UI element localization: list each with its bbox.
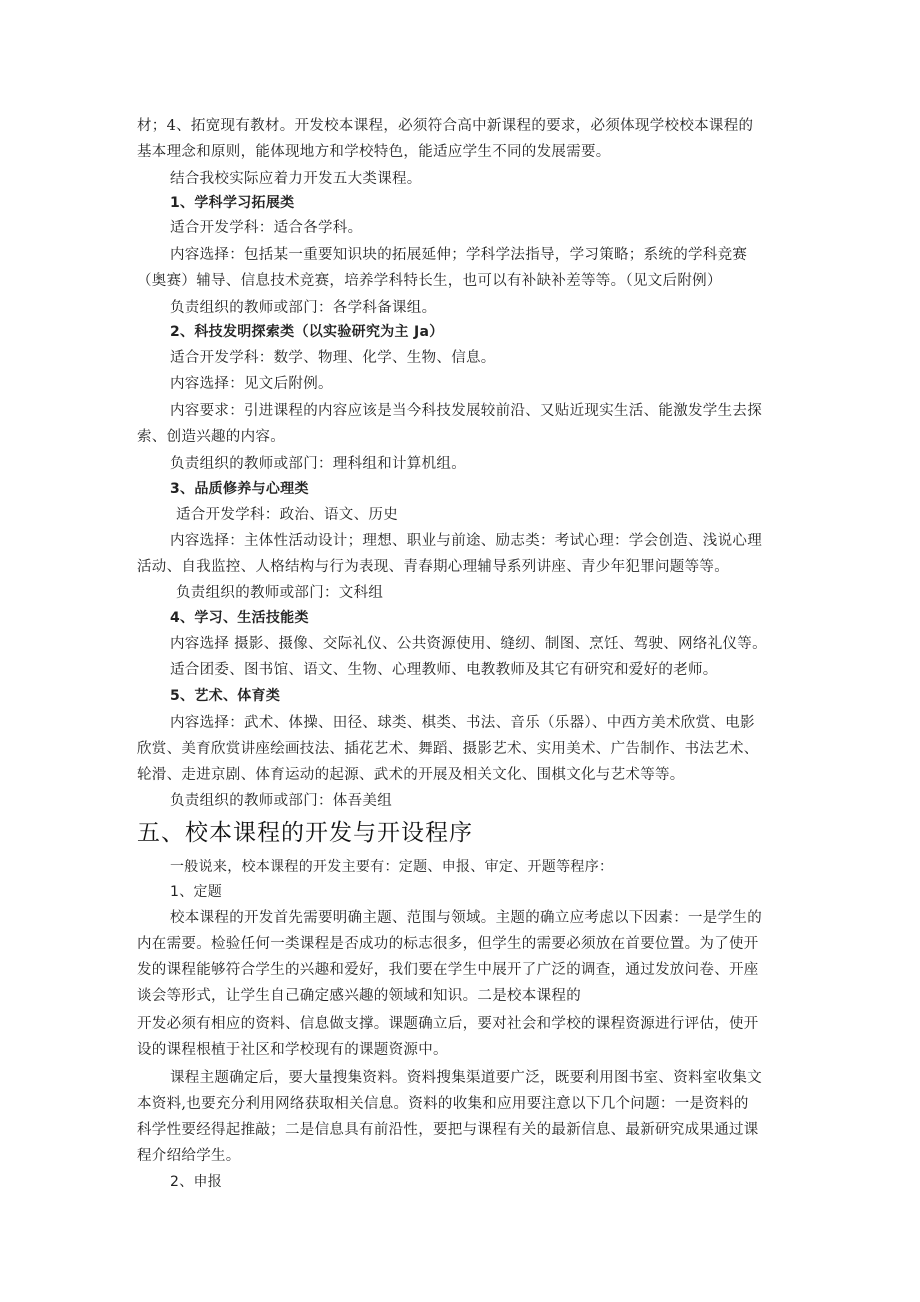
paragraph-line: 结合我校实际应着力开发五大类课程。: [170, 171, 422, 187]
paragraph-line: 设的课程根植于社区和学校现有的课题资源中。: [137, 1042, 448, 1058]
paragraph-line: 索、创造兴趣的内容。: [137, 429, 285, 445]
section-heading: 五、校本课程的开发与开设程序: [137, 820, 473, 846]
subheading: 5、艺术、体育类: [170, 688, 281, 704]
paragraph-line: 本资料,也要充分利用网络获取相关信息。资料的收集和应用要注意以下几个问题：一是资料的: [137, 1096, 749, 1112]
paragraph-line: 程介绍给学生。: [137, 1148, 241, 1164]
paragraph-line: 科学性要经得起推敲；二是信息具有前沿性，要把与课程有关的最新信息、最新研究成果通过课: [137, 1122, 759, 1138]
paragraph-line: 负责组织的教师或部门：体吾美组: [170, 793, 392, 809]
paragraph-line: 开发必须有相应的资料、信息做支撑。课题确立后，要对社会和学校的课程资源进行评估，使开: [137, 1016, 759, 1032]
paragraph-line: 内容要求：引进课程的内容应该是当今科技发展较前沿、又贴近现实生活、能激发学生去探: [170, 403, 762, 419]
subheading: 2、科技发明探索类（以实验研究为主 Ja）: [170, 324, 444, 340]
paragraph-line: 谈会等形式，让学生自己确定感兴趣的领域和知识。二是校本课程的: [137, 988, 581, 1004]
subheading: 3、品质修养与心理类: [170, 481, 309, 497]
paragraph-line: 一般说来，校本课程的开发主要有：定题、申报、审定、开题等程序：: [170, 859, 614, 875]
paragraph-line: 内容选择：见文后附例。: [170, 376, 333, 392]
paragraph-line: 材；4、拓宽现有教材。开发校本课程，必须符合高中新课程的要求，必须体现学校校本课程的: [137, 118, 754, 134]
paragraph-line: 内容选择 摄影、摄像、交际礼仪、公共资源使用、缝纫、制图、烹饪、驾驶、网络礼仪等。: [170, 636, 767, 652]
paragraph-line: 负责组织的教师或部门：文科组: [176, 585, 384, 601]
paragraph-line: 适合开发学科：政治、语文、历史: [176, 507, 398, 523]
paragraph-line: 欣赏、美育欣赏讲座绘画技法、插花艺术、舞蹈、摄影艺术、实用美术、广告制作、书法艺术、: [137, 741, 759, 757]
paragraph-line: 轮滑、走进京剧、体育运动的起源、武术的开展及相关文化、围棋文化与艺术等等。: [137, 767, 685, 783]
paragraph-line: 内容选择：主体性活动设计；理想、职业与前途、励志类：考试心理：学会创造、浅说心理: [170, 533, 762, 549]
paragraph-line: 适合开发学科：适合各学科。: [170, 220, 363, 236]
paragraph-line: 负责组织的教师或部门：各学科备课组。: [170, 300, 437, 316]
paragraph-line: 校本课程的开发首先需要明确主题、范围与领域。主题的确立应考虑以下因素：一是学生的: [170, 910, 762, 926]
paragraph-line: 适合团委、图书馆、语文、生物、心理教师、电教教师及其它有研究和爱好的老师。: [170, 662, 718, 678]
paragraph-line: 适合开发学科：数学、物理、化学、生物、信息。: [170, 350, 496, 366]
paragraph-line: 内容选择：武术、体操、田径、球类、棋类、书法、音乐（乐器）、中西方美术欣赏、电影: [170, 715, 755, 731]
paragraph-line: 负责组织的教师或部门：理科组和计算机组。: [170, 456, 466, 472]
paragraph-line: （奥赛）辅导、信息技术竞赛，培养学科特长生，也可以有补缺补差等等。（见文后附例）: [137, 273, 722, 289]
subheading: 2、申报: [170, 1174, 223, 1190]
paragraph-line: 活动、自我监控、人格结构与行为表现、青春期心理辅导系列讲座、青少年犯罪问题等等。: [137, 559, 729, 575]
subheading: 1、定题: [170, 884, 223, 900]
subheading: 1、学科学习拓展类: [170, 195, 295, 211]
subheading: 4、学习、生活技能类: [170, 610, 309, 626]
paragraph-line: 发的课程能够符合学生的兴趣和爱好，我们要在学生中展开了广泛的调查，通过发放问卷、开座: [137, 962, 759, 978]
paragraph-line: 课程主题确定后，要大量搜集资料。资料搜集渠道要广泛，既要利用图书室、资料室收集文: [170, 1070, 762, 1086]
paragraph-line: 基本理念和原则，能体现地方和学校特色，能适应学生不同的发展需要。: [137, 144, 611, 160]
paragraph-line: 内在需要。检验任何一类课程是否成功的标志很多，但学生的需要必须放在首要位置。为了使开: [137, 936, 759, 952]
paragraph-line: 内容选择：包括某一重要知识块的拓展延伸；学科学法指导，学习策略；系统的学科竞赛: [170, 247, 748, 263]
